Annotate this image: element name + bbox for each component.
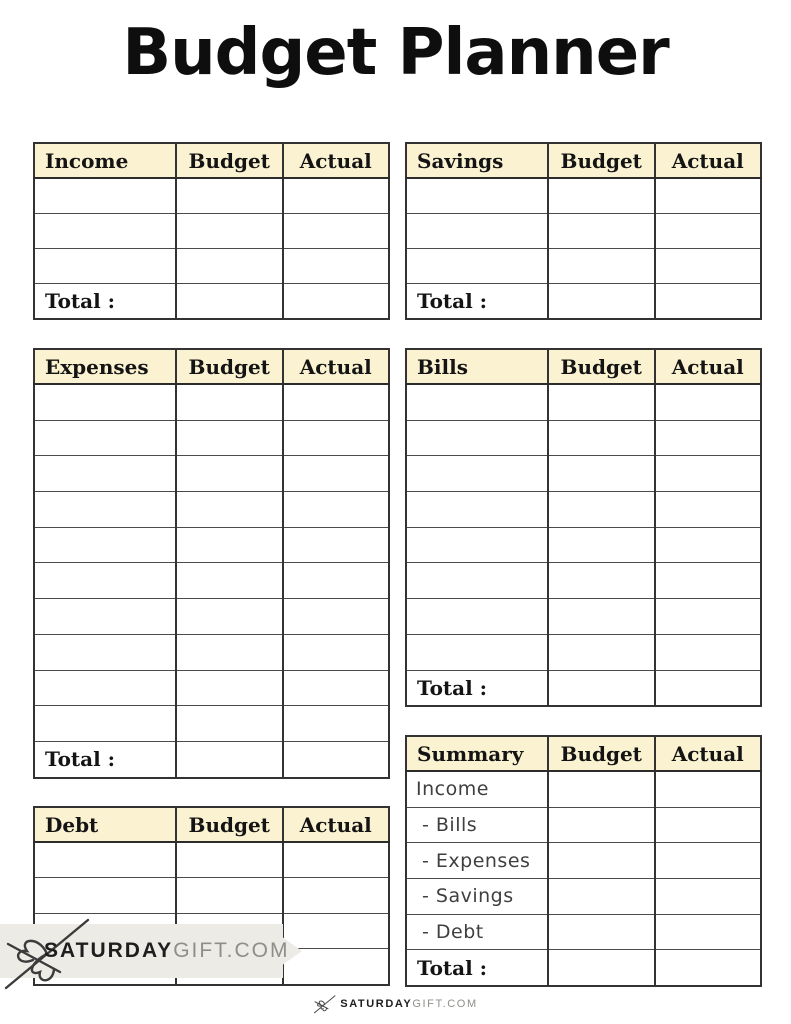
total-row: [406, 670, 761, 706]
value-cell: [548, 599, 655, 635]
value-cell: [283, 878, 390, 913]
scissors-bow-icon: [313, 994, 337, 1014]
row-label-cell: [34, 456, 176, 492]
value-cell: [655, 914, 762, 950]
footer-brand: [0, 994, 791, 1014]
value-cell: [176, 878, 283, 913]
value-cell: [655, 950, 762, 986]
value-cell: [655, 771, 762, 807]
table-row: [34, 214, 389, 249]
row-label-cell: [406, 214, 548, 249]
value-cell: [176, 842, 283, 878]
table-row: [34, 456, 389, 492]
header-row: [34, 807, 389, 842]
table-row: [34, 706, 389, 742]
value-cell: [283, 527, 390, 563]
total-row: [406, 284, 761, 320]
row-label-cell: [406, 563, 548, 599]
value-cell: [176, 599, 283, 635]
value-cell: [548, 563, 655, 599]
row-label-cell: - Bills: [406, 807, 548, 843]
row-label-cell: - Debt: [406, 914, 548, 950]
bills-table: [405, 348, 762, 707]
value-cell: [176, 670, 283, 706]
column-header: Bills: [406, 349, 548, 384]
column-header: Actual: [283, 807, 390, 842]
table-row: [406, 384, 761, 420]
column-header: Summary: [406, 736, 548, 771]
value-cell: [655, 563, 762, 599]
table-row: [406, 599, 761, 635]
value-cell: [176, 634, 283, 670]
table-row: [406, 492, 761, 528]
row-label-cell: [34, 634, 176, 670]
value-cell: [283, 599, 390, 635]
value-cell: [283, 670, 390, 706]
header-row: [406, 349, 761, 384]
value-cell: [283, 420, 390, 456]
value-cell: [548, 249, 655, 284]
table-row: [34, 670, 389, 706]
value-cell: [548, 914, 655, 950]
column-header: Budget: [548, 736, 655, 771]
column-header: Debt: [34, 807, 176, 842]
table-row: [406, 879, 761, 915]
row-label-cell: [406, 492, 548, 528]
row-label-cell: [406, 420, 548, 456]
brand-name-light: GIFT.COM: [412, 998, 478, 1010]
value-cell: [655, 807, 762, 843]
header-row: [406, 143, 761, 178]
column-header: Income: [34, 143, 176, 178]
row-label-cell: [406, 178, 548, 214]
value-cell: [548, 284, 655, 320]
table-row: [406, 634, 761, 670]
value-cell: [176, 492, 283, 528]
value-cell: [176, 706, 283, 742]
row-label-cell: [34, 249, 176, 284]
value-cell: [548, 214, 655, 249]
row-label-cell: [34, 842, 176, 878]
table-row: [34, 492, 389, 528]
column-header: Savings: [406, 143, 548, 178]
value-cell: [283, 706, 390, 742]
value-cell: [176, 527, 283, 563]
table-row: [406, 771, 761, 807]
value-cell: [283, 492, 390, 528]
table-row: [406, 914, 761, 950]
table-row: [34, 178, 389, 214]
table-row: [406, 178, 761, 214]
brand-watermark: [0, 922, 302, 980]
total-label-cell: Total :: [34, 741, 176, 777]
row-label-cell: - Savings: [406, 879, 548, 915]
row-label-cell: [34, 492, 176, 528]
value-cell: [655, 249, 762, 284]
brand-name-bold: SATURDAY: [340, 998, 413, 1010]
table-row: [34, 599, 389, 635]
row-label-cell: [34, 178, 176, 214]
value-cell: [283, 842, 390, 878]
value-cell: [655, 599, 762, 635]
total-row: [34, 284, 389, 320]
summary-table: [405, 735, 762, 987]
column-header: Budget: [548, 143, 655, 178]
value-cell: [655, 384, 762, 420]
table-row: [406, 249, 761, 284]
value-cell: [548, 879, 655, 915]
watermark-text: [44, 939, 290, 963]
value-cell: [548, 771, 655, 807]
table-row: [34, 878, 389, 913]
value-cell: [548, 178, 655, 214]
row-label-cell: [34, 384, 176, 420]
value-cell: [548, 527, 655, 563]
table-row: [406, 563, 761, 599]
value-cell: [283, 456, 390, 492]
table-row: [406, 527, 761, 563]
value-cell: [655, 420, 762, 456]
row-label-cell: [34, 214, 176, 249]
value-cell: [176, 420, 283, 456]
value-cell: [283, 563, 390, 599]
table-row: [34, 563, 389, 599]
row-label-cell: [34, 563, 176, 599]
value-cell: [283, 214, 390, 249]
value-cell: [283, 178, 390, 214]
value-cell: [655, 527, 762, 563]
column-header: Budget: [548, 349, 655, 384]
column-header: Budget: [176, 349, 283, 384]
row-label-cell: [406, 249, 548, 284]
total-label-cell: Total :: [406, 950, 548, 986]
value-cell: [655, 634, 762, 670]
table-row: [406, 456, 761, 492]
row-label-cell: - Expenses: [406, 843, 548, 879]
table-row: [406, 214, 761, 249]
table-row: [34, 634, 389, 670]
row-label-cell: [406, 456, 548, 492]
value-cell: [548, 384, 655, 420]
value-cell: [548, 843, 655, 879]
row-label-cell: [406, 527, 548, 563]
footer-brand-text: [340, 998, 477, 1010]
column-header: Budget: [176, 143, 283, 178]
value-cell: [283, 249, 390, 284]
value-cell: [548, 950, 655, 986]
value-cell: [655, 843, 762, 879]
column-header: Actual: [283, 349, 390, 384]
header-row: [34, 143, 389, 178]
value-cell: [548, 634, 655, 670]
value-cell: [548, 420, 655, 456]
header-row: [406, 736, 761, 771]
table-row: [34, 527, 389, 563]
table-row: [34, 249, 389, 284]
row-label-cell: [406, 384, 548, 420]
income-table: [33, 142, 390, 320]
value-cell: [655, 178, 762, 214]
table-row: [406, 807, 761, 843]
row-label-cell: [34, 706, 176, 742]
value-cell: [655, 284, 762, 320]
value-cell: [283, 634, 390, 670]
value-cell: [655, 492, 762, 528]
table-row: [34, 420, 389, 456]
value-cell: [548, 492, 655, 528]
row-label-cell: Income: [406, 771, 548, 807]
value-cell: [176, 178, 283, 214]
value-cell: [283, 741, 390, 777]
column-header: Actual: [283, 143, 390, 178]
column-header: Actual: [655, 736, 762, 771]
row-label-cell: [406, 634, 548, 670]
value-cell: [548, 807, 655, 843]
value-cell: [548, 670, 655, 706]
value-cell: [176, 214, 283, 249]
value-cell: [176, 284, 283, 320]
value-cell: [548, 456, 655, 492]
row-label-cell: [34, 527, 176, 563]
total-row: [34, 741, 389, 777]
value-cell: [655, 456, 762, 492]
row-label-cell: [34, 599, 176, 635]
total-row: [406, 950, 761, 986]
total-label-cell: Total :: [34, 284, 176, 320]
value-cell: [176, 249, 283, 284]
brand-name-light: GIFT.COM: [173, 939, 290, 962]
table-row: [34, 842, 389, 878]
savings-table: [405, 142, 762, 320]
column-header: Actual: [655, 349, 762, 384]
column-header: Budget: [176, 807, 283, 842]
table-row: [406, 420, 761, 456]
value-cell: [176, 563, 283, 599]
column-header: Expenses: [34, 349, 176, 384]
row-label-cell: [406, 599, 548, 635]
value-cell: [655, 670, 762, 706]
value-cell: [283, 284, 390, 320]
table-row: [34, 384, 389, 420]
value-cell: [655, 214, 762, 249]
table-row: [406, 843, 761, 879]
row-label-cell: [34, 670, 176, 706]
value-cell: [176, 741, 283, 777]
value-cell: [176, 384, 283, 420]
row-label-cell: [34, 420, 176, 456]
page-title: Budget Planner: [122, 16, 669, 90]
brand-name-bold: SATURDAY: [44, 939, 174, 962]
column-header: Actual: [655, 143, 762, 178]
row-label-cell: [34, 878, 176, 913]
value-cell: [655, 879, 762, 915]
expenses-table: [33, 348, 390, 779]
total-label-cell: Total :: [406, 284, 548, 320]
value-cell: [176, 456, 283, 492]
total-label-cell: Total :: [406, 670, 548, 706]
header-row: [34, 349, 389, 384]
value-cell: [283, 384, 390, 420]
